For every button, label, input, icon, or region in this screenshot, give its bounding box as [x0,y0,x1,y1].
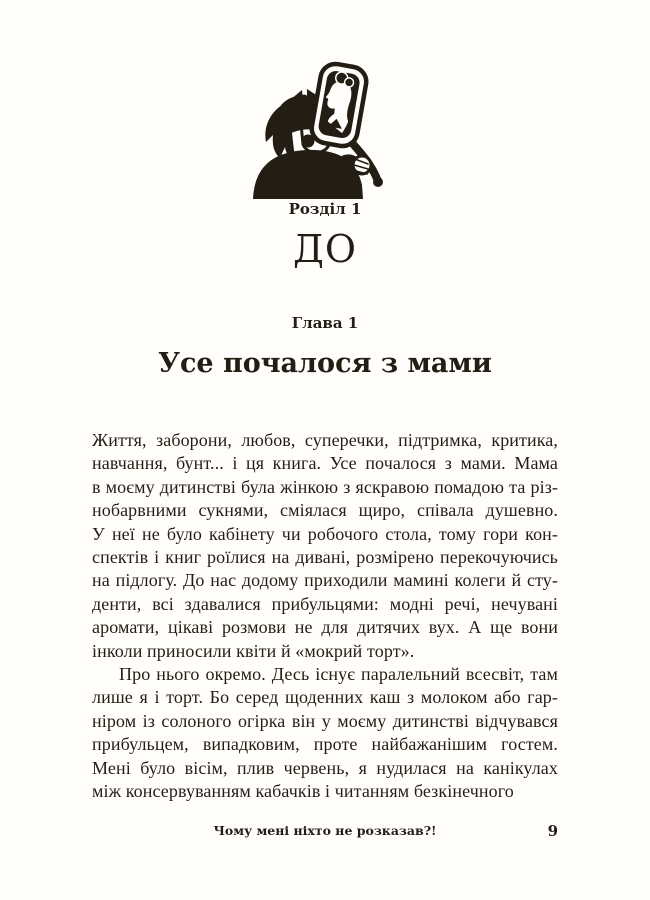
body-text [92,429,558,804]
page-footer [92,822,558,842]
text-line: на підлогу. До нас додому приходили мамині колеги й сту- [92,570,558,591]
mother-hair-bun-small [344,77,354,87]
chapter-title: Усе почалося з мами [158,348,492,379]
text-line: аромати, цікаві розмови не для дитячих вух. А ще вони [92,617,558,638]
text-line: нобарвними сукнями, сміялася щиро, співала душевно. [92,500,558,521]
girl-mirror-illustration [250,57,406,199]
mirror-handle-pommel [373,177,383,187]
text-line: між консервуванням кабачків і читанням безкінечного [92,781,514,802]
chapter-label: Глава 1 [291,314,359,332]
part-label: Розділ 1 [288,200,362,218]
text-line: Мені було вісім, плив червень, я нудилася на канікулах [92,757,558,778]
page-number: 9 [547,822,558,840]
text-line: в моєму дитинстві була жінкою з яскравою помадою та різ- [92,476,558,497]
text-line: Життя, заборони, любов, суперечки, підтримка, критика, [92,430,558,450]
girl-bow-knot [300,95,309,104]
running-title: Чому мені ніхто не розказав?! [213,823,437,838]
text-line: ніром із солоного огірка він у моєму дитинстві відчувався [92,710,558,731]
text-line: денти, всі здавалися прибульцями: модні речі, нечувані [92,593,558,614]
text-line: лише я і торт. Бо серед щоденних каш з молоком або гар- [92,687,558,708]
text-line: навчання, бунт... і ця книга. Усе почалося з мами. Мама [92,453,558,474]
text-line: прибульцем, випадковим, проте найбажанішим гостем. [92,734,558,755]
text-line: спектів і книг роїлися на дивані, розмірено перекочуючись [92,547,558,568]
hand-mirror [309,62,368,149]
text-line: Про нього окремо. Десь існує паралельний всесвіт, там [119,664,558,685]
text-line: У неї не було кабінету чи робочого стола, тому гори кон- [92,523,558,544]
girl-mirror-illustration-svg [250,57,406,199]
text-line: інколи приносили квіти й «мокрий торт». [92,640,415,661]
part-title: ДО [292,227,358,271]
